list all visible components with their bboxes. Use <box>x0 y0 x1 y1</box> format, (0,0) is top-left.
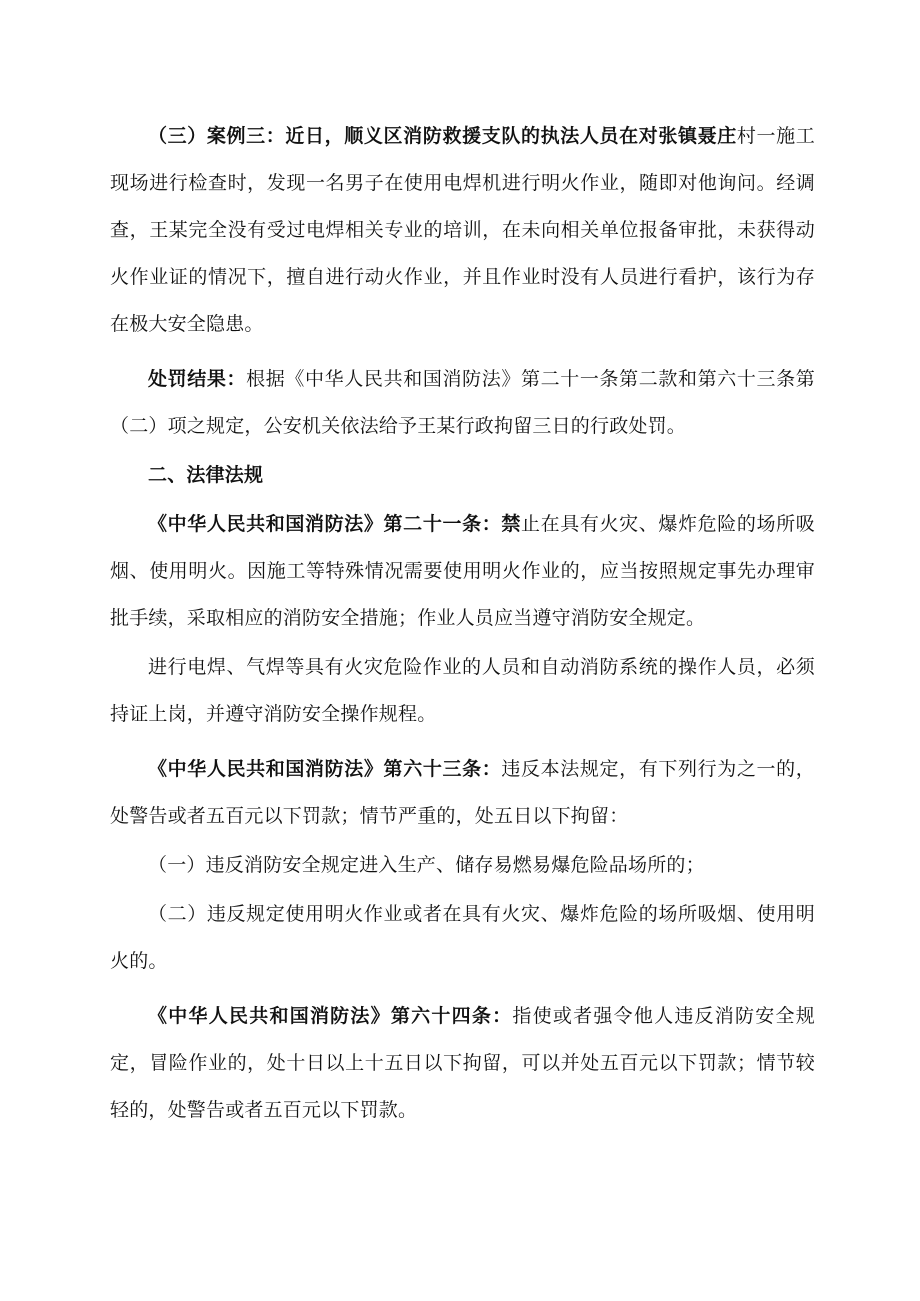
article21-paragraph-2: 进行电焊、气焊等具有火灾危险作业的人员和自动消防系统的操作人员，必须持证上岗，并遵守消防安全操作规程。 <box>110 656 815 725</box>
document-page <box>110 113 815 1134</box>
case3-body: 村一施工现场进行检查时，发现一名男子在使用电焊机进行明火作业，随即对他询问。经调查，王某完全没有受过电焊相关专业的培训，在未向相关单位报备审批，未获得动火作业证的情况下，擅自进行动火作业，并且作业时没有人员进行看护，该行为存在极大安全隐患。 <box>110 125 815 335</box>
article21-title: 《中华人民共和国消防法》第二十一条：禁 <box>148 513 521 535</box>
article63-paragraph <box>110 746 815 840</box>
article64-title: 《中华人民共和国消防法》第六十四条： <box>148 1005 513 1027</box>
article63-title: 《中华人民共和国消防法》第六十三条： <box>148 758 502 780</box>
case3-lead: （三）案例三：近日，顺义区消防救援支队的执法人员在对张镇聂庄 <box>148 125 737 147</box>
penalty-label: 处罚结果： <box>148 368 247 390</box>
article64-paragraph <box>110 993 815 1134</box>
article21-text: 止在具有火灾、爆炸危险的场所吸烟、使用明火。因施工等特殊情况需要使用明火作业的，应当按照规定事先办理审批手续，采取相应的消防安全措施；作业人员应当遵守消防安全规定。 <box>110 513 815 629</box>
section-heading: 二、法律法规 <box>148 464 264 486</box>
case3-paragraph <box>110 113 815 348</box>
article63-item-1: （一）违反消防安全规定进入生产、储存易燃易爆危险品场所的； <box>148 854 705 876</box>
article63-text: 违反本法规定，有下列行为之一的，处警告或者五百元以下罚款；情节严重的，处五日以下拘留： <box>110 758 815 827</box>
article21-paragraph <box>110 501 815 642</box>
article64-text: 指使或者强令他人违反消防安全规定，冒险作业的，处十日以上十五日以下拘留，可以并处五百元以下罚款；情节较轻的，处警告或者五百元以下罚款。 <box>110 1005 815 1121</box>
penalty-paragraph <box>110 356 815 450</box>
article63-item-2: （二）违反规定使用明火作业或者在具有火灾、爆炸危险的场所吸烟、使用明火的。 <box>110 903 815 972</box>
penalty-text: 根据《中华人民共和国消防法》第二十一条第二款和第六十三条第（二）项之规定，公安机关依法给予王某行政拘留三日的行政处罚。 <box>110 368 815 437</box>
